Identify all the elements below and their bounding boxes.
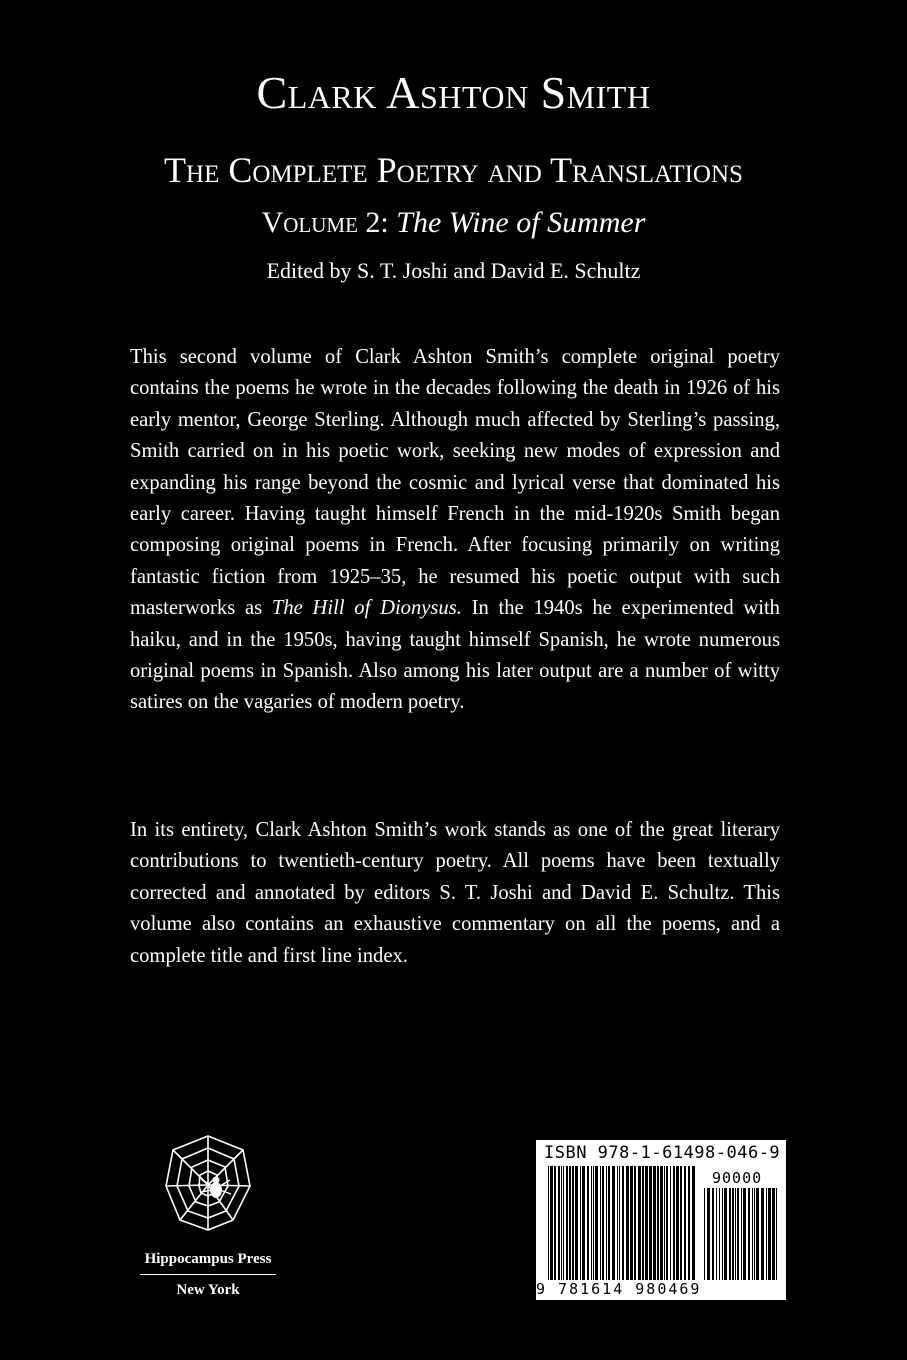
barcode-bar: [600, 1166, 601, 1280]
barcode-bar: [626, 1166, 629, 1280]
barcode-bar: [582, 1166, 585, 1280]
barcode-bar: [580, 1166, 581, 1280]
volume-title: The Wine of Summer: [396, 206, 646, 239]
description-paragraph-1: [130, 342, 780, 719]
barcode-bar: [593, 1166, 594, 1280]
barcode-bar: [563, 1166, 564, 1280]
barcode-bar: [664, 1166, 665, 1280]
barcode-bar: [670, 1166, 671, 1280]
barcode-bar: [622, 1166, 624, 1280]
price-code: 90000: [712, 1169, 763, 1187]
barcode-bar: [680, 1166, 682, 1280]
ean-barcode: [548, 1166, 698, 1280]
barcode-bar: [653, 1166, 656, 1280]
barcode-bar: [660, 1166, 663, 1280]
barcode-bar: [673, 1166, 675, 1280]
price-addon-barcode: [704, 1188, 780, 1280]
barcode-bar: [737, 1188, 739, 1280]
barcode-bar: [754, 1188, 755, 1280]
barcode-bar: [642, 1166, 644, 1280]
barcode-bar: [729, 1188, 731, 1280]
barcode-bar: [612, 1166, 615, 1280]
barcode-bar: [561, 1166, 562, 1280]
barcode-bar: [608, 1166, 610, 1280]
barcode-bar: [569, 1166, 571, 1280]
barcode-bar: [591, 1166, 592, 1280]
barcode-bar: [772, 1188, 775, 1280]
volume-label: Volume 2:: [261, 206, 389, 239]
description-text-b: In the 1940s he experimented with haiku, and in the 1950s, having taught himself Spanish, he wrote numerous original poems in Spanish. Also among his later output are a number of witty satires on the vagaries of modern poetry.: [130, 597, 780, 714]
barcode-block: [536, 1140, 786, 1300]
description-text-a: This second volume of Clark Ashton Smith’s complete original poetry contains the poems he wrote in the decades following the death in 1926 of his early mentor, George Sterling. Although much affected by Sterling’s passing, Smith carried on in his poetic work, seeking new modes of expression and expanding his range beyond the cosmic and lyrical verse that dominated his early career. Having taught himself French in the mid-1920s Smith began composing original poems in French. After focusing primarily on writing fantastic fiction from 1925–35, he resumed his poetic output with such masterworks as: [130, 346, 780, 620]
publisher-divider: [140, 1274, 276, 1275]
barcode-bar: [634, 1166, 636, 1280]
barcode-bar: [752, 1188, 753, 1280]
book-title-reference: The Hill of Dionysus.: [271, 597, 462, 620]
barcode-bar: [630, 1166, 633, 1280]
barcode-bar: [575, 1166, 578, 1280]
barcode-bar: [776, 1188, 777, 1280]
barcode-bar: [566, 1166, 568, 1280]
barcode-bar: [688, 1166, 690, 1280]
isbn-label: ISBN 978-1-61498-046-9: [544, 1143, 781, 1163]
barcode-bar: [572, 1166, 574, 1280]
barcode-bar: [638, 1166, 641, 1280]
barcode-bar: [550, 1166, 553, 1280]
volume-heading: [0, 208, 907, 238]
barcode-bar: [649, 1166, 652, 1280]
barcode-bar: [732, 1188, 734, 1280]
barcode-bar: [684, 1166, 686, 1280]
barcode-bar: [743, 1188, 746, 1280]
author-name: Clark Ashton Smith: [256, 67, 651, 118]
publisher-name: Hippocampus Press: [144, 1251, 272, 1267]
publisher-city: New York: [176, 1282, 240, 1298]
barcode-bar: [692, 1166, 695, 1280]
barcode-bar: [741, 1188, 742, 1280]
barcode-bar: [587, 1166, 589, 1280]
barcode-bar: [548, 1166, 549, 1280]
barcode-bar: [707, 1188, 710, 1280]
barcode-bar: [645, 1166, 648, 1280]
barcode-bar: [766, 1188, 767, 1280]
barcode-bar: [704, 1188, 705, 1280]
barcode-bar: [716, 1188, 717, 1280]
spider-web-icon: [158, 1128, 258, 1238]
barcode-bar: [617, 1166, 618, 1280]
barcode-bar: [722, 1188, 723, 1280]
barcode-bar: [724, 1188, 727, 1280]
barcode-bar: [748, 1188, 750, 1280]
barcode-bar: [666, 1166, 668, 1280]
barcode-bar: [595, 1166, 598, 1280]
series-title: The Complete Poetry and Translations: [164, 150, 743, 190]
barcode-bar: [602, 1166, 604, 1280]
barcode-bar: [761, 1188, 764, 1280]
editors-line: Edited by S. T. Joshi and David E. Schultz: [266, 258, 641, 283]
barcode-bar: [712, 1188, 714, 1280]
barcode-bar: [558, 1166, 560, 1280]
ean-digits: 9 781614 980469: [536, 1280, 702, 1298]
barcode-bar: [657, 1166, 659, 1280]
barcode-bar: [735, 1188, 736, 1280]
barcode-bar: [719, 1188, 720, 1280]
barcode-bar: [554, 1166, 556, 1280]
barcode-bar: [756, 1188, 759, 1280]
description-paragraph-2: In its entirety, Clark Ashton Smith’s work stands as one of the great literary contributions to twentieth-century poetry. All poems have been textually corrected and annotated by editors S. T. Joshi and David E. Schultz. This volume also contains an exhaustive commentary on all the poems, and a complete title and first line index.: [130, 819, 780, 967]
barcode-bar: [606, 1166, 607, 1280]
barcode-bar: [768, 1188, 771, 1280]
barcode-bar: [676, 1166, 679, 1280]
barcode-bar: [619, 1166, 620, 1280]
